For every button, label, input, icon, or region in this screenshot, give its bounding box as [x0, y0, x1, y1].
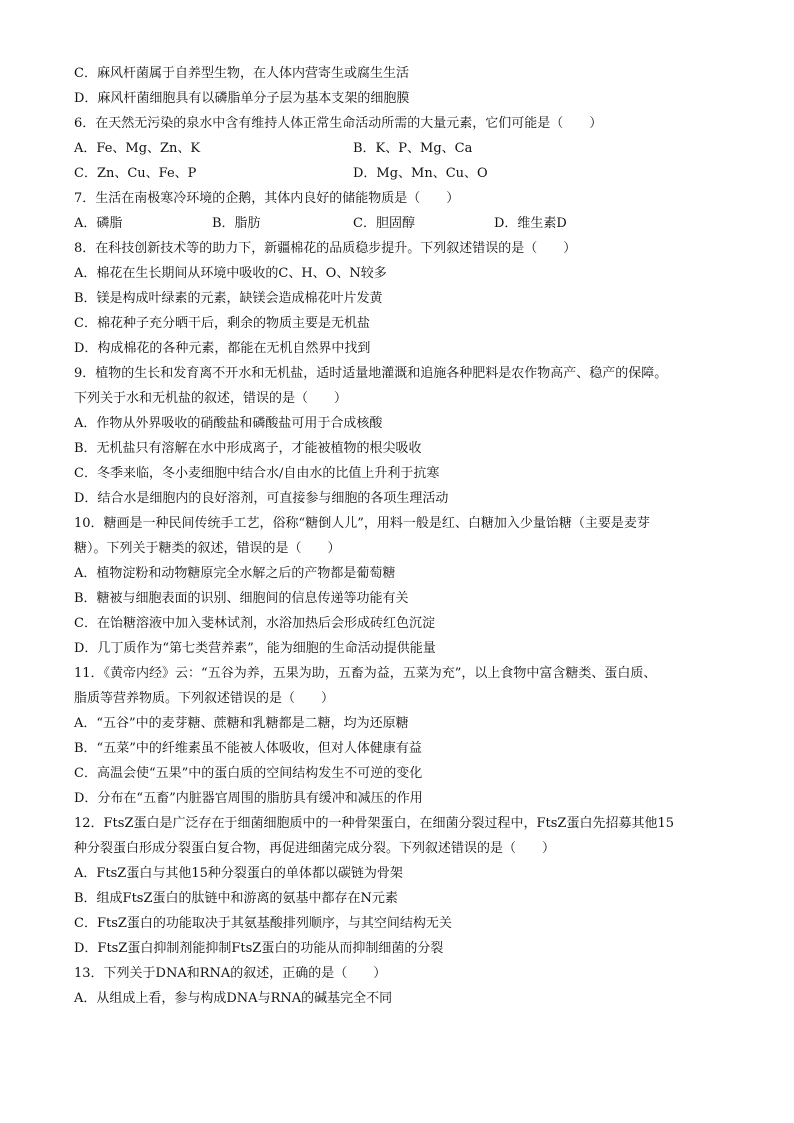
q8-option-b: B．镁是构成叶绿素的元素，缺镁会造成棉花叶片发黄	[74, 291, 383, 306]
q6-option-a: A．Fe、Mg、Zn、K	[74, 141, 201, 156]
question-12-stem: 12．FtsZ蛋白是广泛存在于细菌细胞质中的一种骨架蛋白，在细菌分裂过程中，FtsZ蛋白先招募其他15	[74, 816, 674, 831]
q7-option-c: C．胆固醇	[353, 216, 415, 231]
q8-option-d: D．构成棉花的各种元素，都能在无机自然界中找到	[74, 341, 371, 356]
question-12-stem-cont: 种分裂蛋白形成分裂蛋白复合物，再促进细菌完成分裂。下列叙述错误的是（ ）	[74, 841, 556, 856]
question-11-stem-cont: 脂质等营养物质。下列叙述错误的是（ ）	[74, 691, 335, 706]
q9-option-b: B．无机盐只有溶解在水中形成离子，才能被植物的根尖吸收	[74, 441, 422, 456]
q9-option-d: D．结合水是细胞内的良好溶剂，可直接参与细胞的各项生理活动	[74, 491, 449, 506]
q10-option-d: D．几丁质作为“第七类营养素”，能为细胞的生命活动提供能量	[74, 641, 436, 656]
q10-option-b: B．糖被与细胞表面的识别、细胞间的信息传递等功能有关	[74, 591, 409, 606]
q11-option-d: D．分布在“五畜”内脏器官周围的脂肪具有缓冲和减压的作用	[74, 791, 423, 806]
question-13-stem: 13．下列关于DNA和RNA的叙述，正确的是（ ）	[74, 966, 387, 981]
q7-option-a: A．磷脂	[74, 216, 123, 231]
q8-option-a: A．棉花在生长期间从环境中吸收的C、H、O、N较多	[74, 266, 387, 281]
question-10-stem-cont: 糖）。下列关于糖类的叙述，错误的是（ ）	[74, 541, 341, 556]
q11-option-c: C．高温会使“五果”中的蛋白质的空间结构发生不可逆的变化	[74, 766, 423, 781]
question-8-stem: 8．在科技创新技术等的助力下，新疆棉花的品质稳步提升。下列叙述错误的是（ ）	[74, 241, 577, 256]
q6-option-d: D．Mg、Mn、Cu、O	[353, 166, 488, 181]
q13-option-a: A．从组成上看，参与构成DNA与RNA的碱基完全不同	[74, 991, 393, 1006]
q6-option-c: C．Zn、Cu、Fe、P	[74, 166, 197, 181]
question-11-stem: 11．《黄帝内经》云：“五谷为养，五果为助，五畜为益，五菜为充”，以上食物中富含糖类、蛋白质、	[74, 666, 657, 681]
q12-option-a: A．FtsZ蛋白与其他15种分裂蛋白的单体都以碳链为骨架	[74, 866, 403, 881]
q11-option-b: B．“五菜”中的纤维素虽不能被人体吸收，但对人体健康有益	[74, 741, 422, 756]
q10-option-c: C．在饴糖溶液中加入斐林试剂，水浴加热后会形成砖红色沉淀	[74, 616, 435, 631]
q5-option-c: C．麻风杆菌属于自养型生物，在人体内营寄生或腐生生活	[74, 66, 409, 81]
question-9-stem-cont: 下列关于水和无机盐的叙述，错误的是（ ）	[74, 391, 348, 406]
q9-option-c: C．冬季来临，冬小麦细胞中结合水/自由水的比值上升利于抗寒	[74, 466, 440, 481]
q12-option-d: D．FtsZ蛋白抑制剂能抑制FtsZ蛋白的功能从而抑制细菌的分裂	[74, 941, 444, 956]
q6-option-b: B．K、P、Mg、Ca	[353, 141, 473, 156]
question-9-stem: 9．植物的生长和发育离不开水和无机盐，适时适量地灌溉和追施各种肥料是农作物高产、稳产的保障。	[74, 366, 668, 381]
question-6-stem: 6．在天然无污染的泉水中含有维持人体正常生命活动所需的大量元素，它们可能是（ ）	[74, 116, 603, 131]
q8-option-c: C．棉花种子充分晒干后，剩余的物质主要是无机盐	[74, 316, 370, 331]
q10-option-a: A．植物淀粉和动物糖原完全水解之后的产物都是葡萄糖	[74, 566, 396, 581]
q12-option-c: C．FtsZ蛋白的功能取决于其氨基酸排列顺序，与其空间结构无关	[74, 916, 452, 931]
question-10-stem: 10．糖画是一种民间传统手工艺，俗称“糖倒人儿”，用料一般是红、白糖加入少量饴糖（主要是麦芽	[74, 516, 650, 531]
q12-option-b: B．组成FtsZ蛋白的肽链中和游离的氨基中都存在N元素	[74, 891, 398, 906]
q5-option-d: D．麻风杆菌细胞具有以磷脂单分子层为基本支架的细胞膜	[74, 91, 410, 106]
q7-option-d: D．维生素D	[494, 216, 567, 231]
q11-option-a: A．“五谷”中的麦芽糖、蔗糖和乳糖都是二糖，均为还原糖	[74, 716, 409, 731]
q9-option-a: A．作物从外界吸收的硝酸盐和磷酸盐可用于合成核酸	[74, 416, 383, 431]
question-7-stem: 7．生活在南极寒冷环境的企鹅，其体内良好的储能物质是（ ）	[74, 191, 460, 206]
q7-option-b: B．脂肪	[212, 216, 261, 231]
